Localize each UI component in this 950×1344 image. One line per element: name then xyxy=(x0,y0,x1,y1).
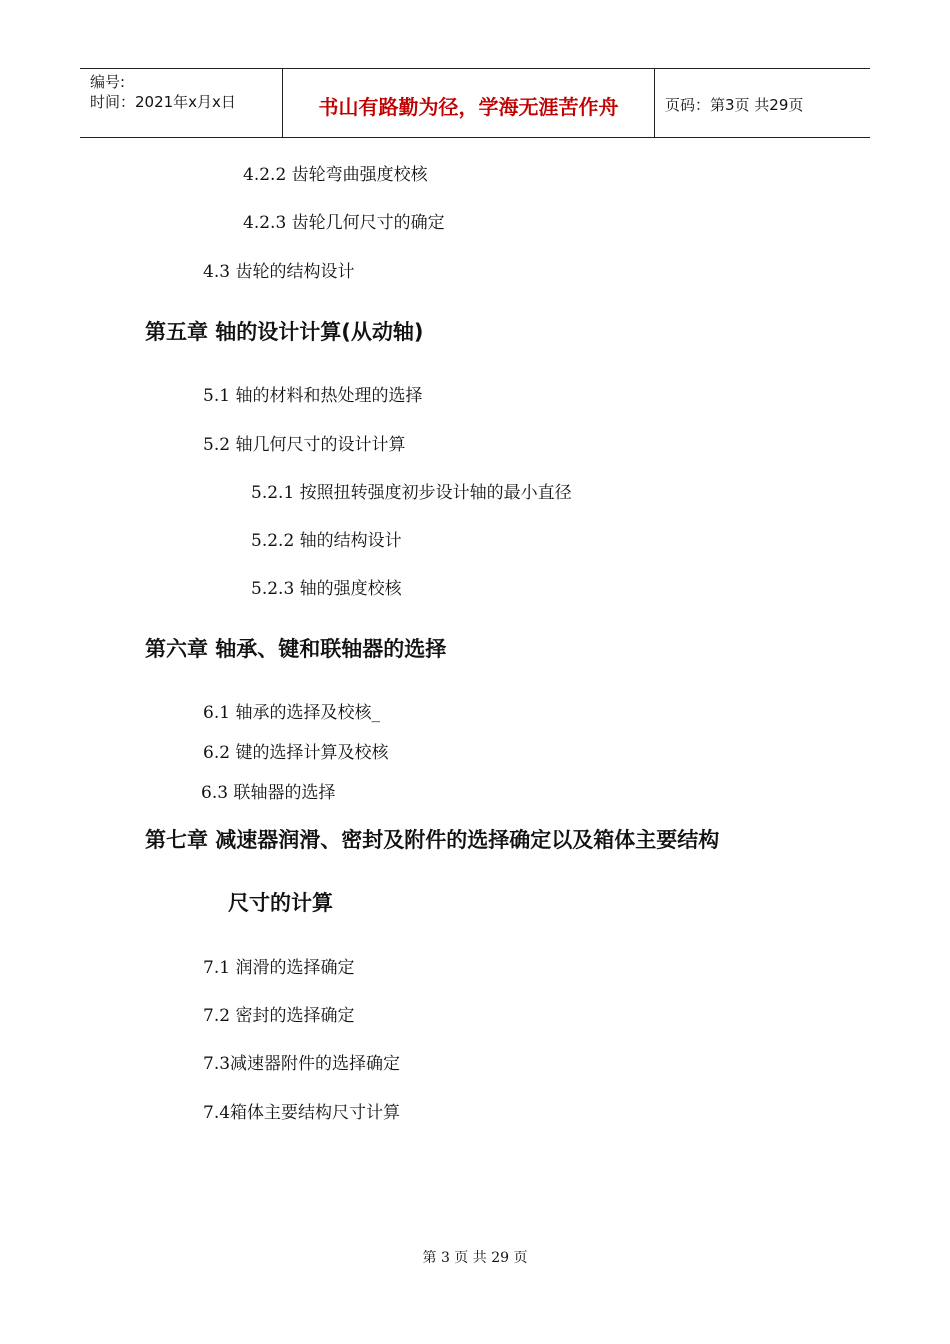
toc-entry-5-2-3: 5.2.3 轴的强度校核 xyxy=(251,579,402,599)
date-label: 时间：2021年x月x日 xyxy=(90,93,236,111)
toc-chapter-7: 第七章 减速器润滑、密封及附件的选择确定以及箱体主要结构 xyxy=(145,828,720,852)
page-footer: 第 3 页 共 29 页 xyxy=(422,1250,528,1266)
toc-entry-4-3: 4.3 齿轮的结构设计 xyxy=(203,262,355,282)
toc-entry-7-1: 7.1 润滑的选择确定 xyxy=(203,958,355,978)
toc-entry-6-2: 6.2 键的选择计算及校核 xyxy=(203,743,389,763)
toc-entry-6-1: 6.1 轴承的选择及校核_ xyxy=(203,703,380,723)
header-motto-cell xyxy=(282,69,655,137)
toc-entry-5-2: 5.2 轴几何尺寸的设计计算 xyxy=(203,435,406,455)
toc-entry-4-2-3: 4.2.3 齿轮几何尺寸的确定 xyxy=(243,213,445,233)
header-page-info: 页码：第3页 共29页 xyxy=(665,96,804,114)
page-header xyxy=(80,68,870,138)
toc-chapter-6: 第六章 轴承、键和联轴器的选择 xyxy=(145,637,447,661)
toc-entry-7-2: 7.2 密封的选择确定 xyxy=(203,1006,355,1026)
toc-entry-5-1: 5.1 轴的材料和热处理的选择 xyxy=(203,386,423,406)
toc-entry-6-3: 6.3 联轴器的选择 xyxy=(201,783,336,803)
header-meta-cell xyxy=(80,69,282,137)
serial-label: 编号: xyxy=(90,73,126,91)
toc-entry-7-4: 7.4箱体主要结构尺寸计算 xyxy=(203,1103,401,1123)
header-page-cell xyxy=(655,69,870,137)
toc-entry-4-2-2: 4.2.2 齿轮弯曲强度校核 xyxy=(243,165,428,185)
motto-text: 书山有路勤为径，学海无涯苦作舟 xyxy=(318,95,619,119)
toc-entry-7-3: 7.3减速器附件的选择确定 xyxy=(203,1054,401,1074)
toc-chapter-7-continued: 尺寸的计算 xyxy=(228,891,333,915)
toc-entry-5-2-1: 5.2.1 按照扭转强度初步设计轴的最小直径 xyxy=(251,483,572,503)
toc-entry-5-2-2: 5.2.2 轴的结构设计 xyxy=(251,531,402,551)
toc-chapter-5: 第五章 轴的设计计算(从动轴) xyxy=(145,320,424,344)
